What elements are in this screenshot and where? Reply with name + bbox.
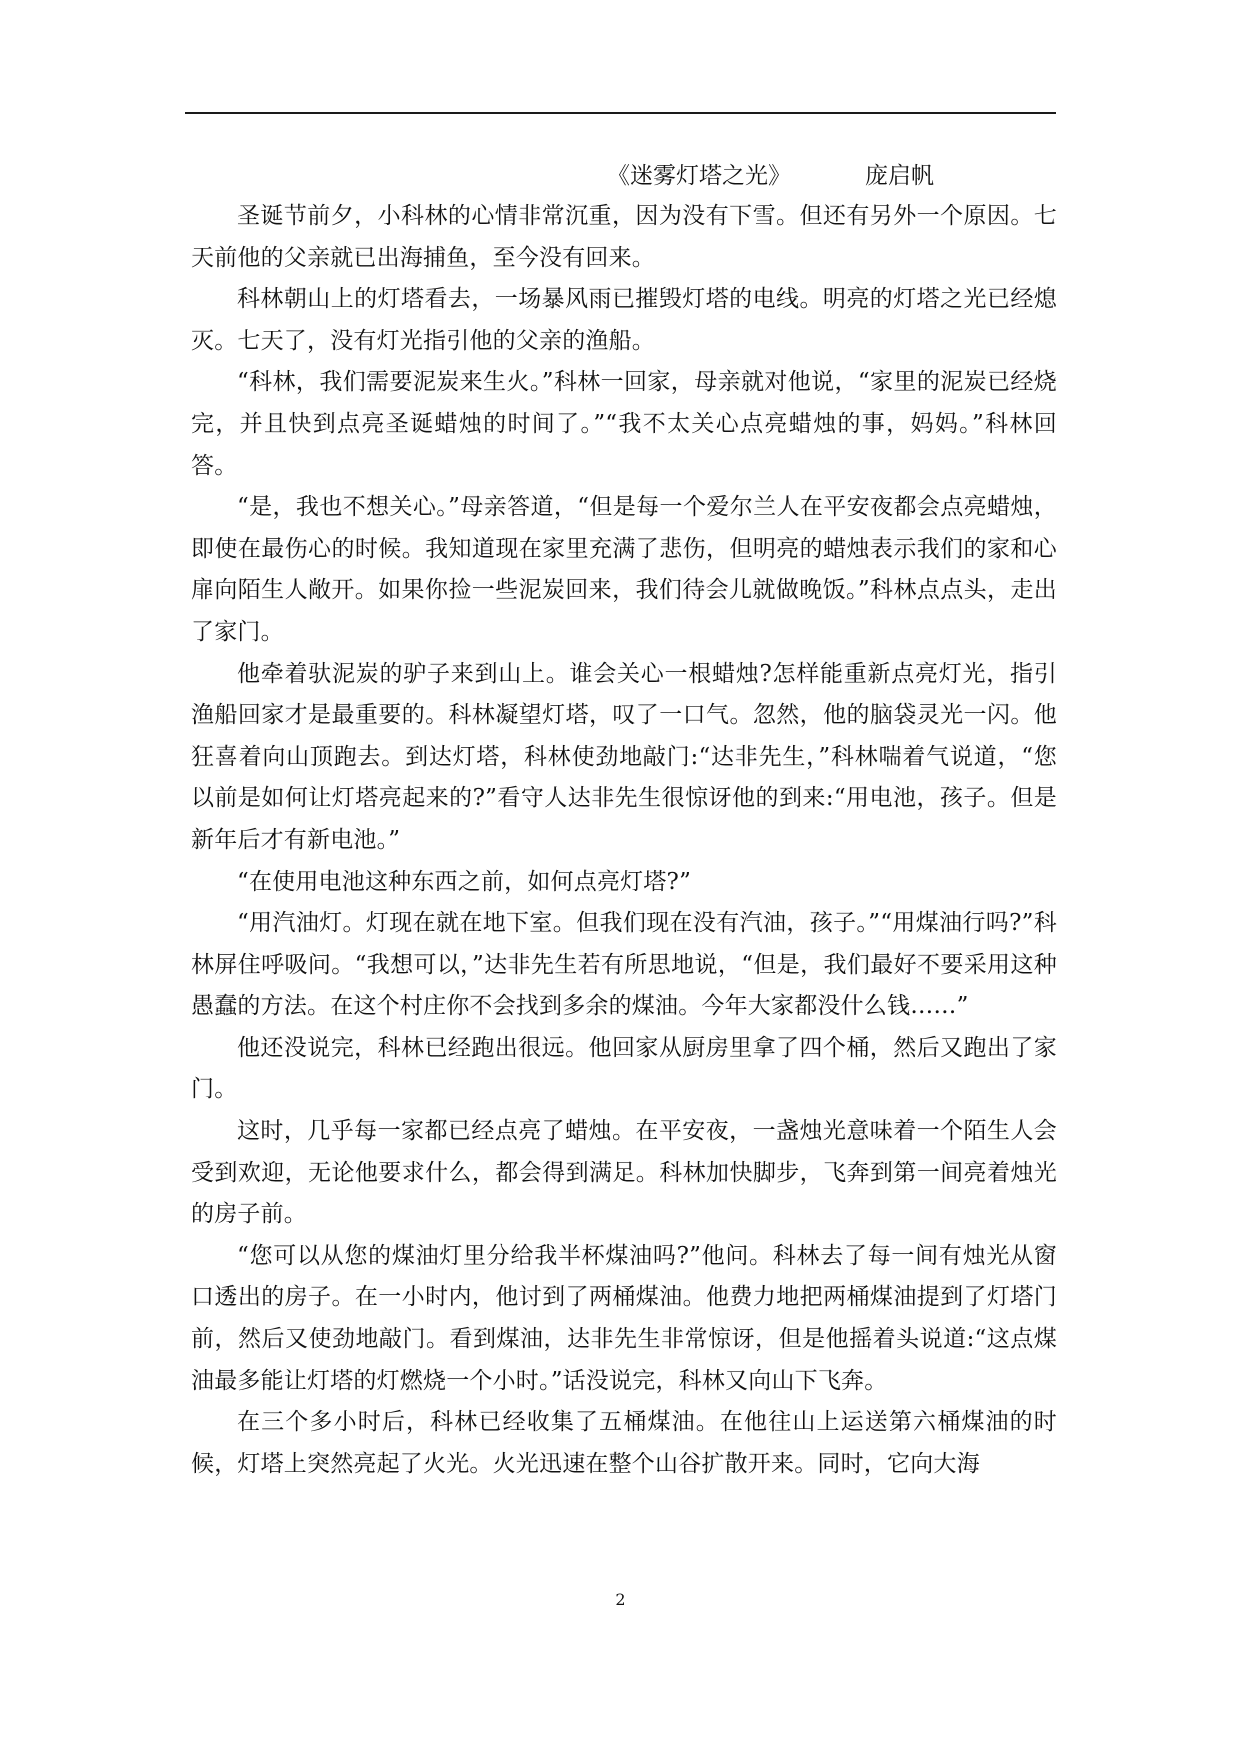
paragraph-7: “用汽油灯。灯现在就在地下室。但我们现在没有汽油，孩子。”“用煤油行吗?”科林屏住呼吸问。“我想可以，”达非先生若有所思地说，“但是，我们最好不要采用这种愚蠢的方法。在这个村庄你不会找到多余的煤油。今年大家都没什么钱……” xyxy=(191,910,1057,1020)
paragraph-2: 科林朝山上的灯塔看去，一场暴风雨已摧毁灯塔的电线。明亮的灯塔之光已经熄灭。七天了，没有灯光指引他的父亲的渔船。 xyxy=(191,286,1057,354)
paragraph-4: “是，我也不想关心。”母亲答道，“但是每一个爱尔兰人在平安夜都会点亮蜡烛，即使在最伤心的时候。我知道现在家里充满了悲伤，但明亮的蜡烛表示我们的家和心扉向陌生人敞开。如果你捡一些泥炭回来，我们待会儿就做晚饭。”科林点点头，走出了家门。 xyxy=(191,494,1057,645)
article-title-line xyxy=(607,158,934,194)
paragraph-11: 在三个多小时后，科林已经收集了五桶煤油。在他往山上运送第六桶煤油的时候，灯塔上突然亮起了火光。火光迅速在整个山谷扩散开来。同时，它向大海 xyxy=(191,1409,1057,1477)
article-title: 《迷雾灯塔之光》 xyxy=(607,163,791,189)
paragraph-3: “科林，我们需要泥炭来生火。”科林一回家，母亲就对他说，“家里的泥炭已经烧完，并且快到点亮圣诞蜡烛的时间了。”“我不太关心点亮蜡烛的事，妈妈。”科林回答。 xyxy=(191,369,1057,479)
article-author: 庞启帆 xyxy=(865,163,934,189)
paragraph-10: “您可以从您的煤油灯里分给我半杯煤油吗?”他问。科林去了每一间有烛光从窗口透出的房子。在一小时内，他讨到了两桶煤油。他费力地把两桶煤油提到了灯塔门前，然后又使劲地敲门。看到煤油，达非先生非常惊讶，但是他摇着头说道:“这点煤油最多能让灯塔的灯燃烧一个小时。”话没说完，科林又向山下飞奔。 xyxy=(191,1242,1057,1394)
page-number: 2 xyxy=(615,1590,626,1609)
article-body xyxy=(191,196,1057,1485)
paragraph-8: 他还没说完，科林已经跑出很远。他回家从厨房里拿了四个桶，然后又跑出了家门。 xyxy=(191,1034,1057,1103)
paragraph-1: 圣诞节前夕，小科林的心情非常沉重，因为没有下雪。但还有另外一个原因。七天前他的父亲就已出海捕鱼，至今没有回来。 xyxy=(191,203,1057,271)
paragraph-6: “在使用电池这种东西之前，如何点亮灯塔?” xyxy=(237,868,692,895)
header-rule xyxy=(185,112,1056,114)
paragraph-9: 这时，几乎每一家都已经点亮了蜡烛。在平安夜，一盏烛光意味着一个陌生人会受到欢迎，无论他要求什么，都会得到满足。科林加快脚步，飞奔到第一间亮着烛光的房子前。 xyxy=(191,1118,1057,1228)
paragraph-5: 他牵着驮泥炭的驴子来到山上。谁会关心一根蜡烛?怎样能重新点亮灯光，指引渔船回家才是最重要的。科林凝望灯塔，叹了一口气。忽然，他的脑袋灵光一闪。他狂喜着向山顶跑去。到达灯塔，科林使劲地敲门:“达非先生，”科林喘着气说道，“您以前是如何让灯塔亮起来的?”看守人达非先生很惊讶他的到来:“用电池，孩子。但是新年后才有新电池。” xyxy=(191,660,1057,853)
